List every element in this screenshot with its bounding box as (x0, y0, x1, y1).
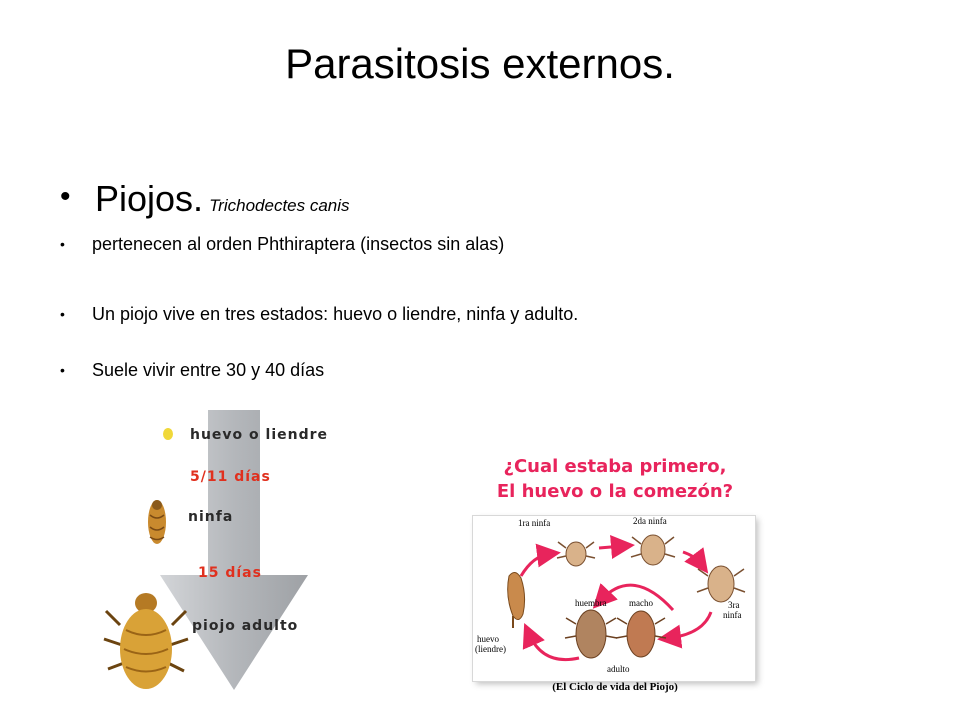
female-louse-icon (565, 610, 617, 658)
lifecycle-diagram (465, 448, 765, 698)
bullet-order-text: pertenecen al orden Phthiraptera (insectos sin alas) (92, 234, 505, 254)
egg-stage-icon (508, 572, 525, 628)
bullet-marker: • (60, 362, 65, 378)
question-line-1: ¿Cual estaba primero, (503, 456, 727, 477)
male-louse-icon (616, 611, 666, 657)
question-line-2: El huevo o la comezón? (496, 481, 734, 502)
bullet-piojos (60, 178, 350, 220)
bullet-stages (60, 304, 578, 325)
diagram-caption: (El Ciclo de vida del Piojo) (552, 681, 678, 693)
nymph-label: ninfa (188, 509, 234, 525)
nymph3-icon (697, 566, 745, 602)
arrow-nymph3-to-adult (669, 612, 711, 638)
egg-label: huevo o liendre (190, 427, 329, 443)
cycle-drawing (473, 516, 755, 681)
adult-label: piojo adulto (192, 618, 299, 634)
scientific-name: Trichodectes canis (209, 196, 350, 215)
stage-label-nymph3-line2: ninfa (723, 610, 742, 620)
stage-label-nymph2: 2da ninfa (633, 516, 667, 526)
bullet-marker: • (60, 306, 65, 322)
bullet-main-text: Piojos. (95, 178, 204, 219)
bullet-order (60, 234, 504, 255)
lifecycle-arrow-figure (100, 405, 330, 695)
egg-days-label: 5/11 días (190, 469, 271, 485)
gray-down-arrow (100, 405, 330, 695)
slide-title: Parasitosis externos. (285, 40, 675, 87)
nymph-days-label: 15 días (198, 565, 262, 581)
stage-label-nymph1: 1ra ninfa (518, 518, 551, 528)
nymph1-icon (557, 542, 595, 566)
stage-label-adult: adulto (607, 664, 630, 674)
bullet-lifespan-text: Suele vivir entre 30 y 40 días (92, 360, 325, 380)
bullet-stages-text: Un piojo vive en tres estados: huevo o liendre, ninfa y adulto. (92, 304, 579, 324)
nymph2-icon (631, 535, 675, 565)
arrow-egg-to-nymph1 (521, 554, 549, 576)
arrow-nymph1-to-nymph2 (599, 546, 623, 548)
arrow-adult-to-egg (529, 634, 579, 660)
bullet-marker: • (60, 180, 71, 213)
cycle-panel (473, 516, 755, 681)
stage-label-male: macho (629, 598, 653, 608)
stage-label-egg-line1: huevo (477, 634, 499, 644)
stage-label-nymph3-line1: 3ra (728, 600, 740, 610)
arrow-nymph2-to-nymph3 (683, 552, 701, 564)
arrow-shape (160, 410, 308, 690)
bullet-marker: • (60, 236, 65, 252)
stage-label-egg-line2: (liendre) (475, 644, 506, 654)
stage-label-female: huembra (575, 598, 607, 608)
adult-louse-icon (104, 593, 188, 689)
nymph-icon (148, 500, 166, 544)
egg-icon (163, 428, 173, 440)
bullet-lifespan (60, 360, 324, 381)
